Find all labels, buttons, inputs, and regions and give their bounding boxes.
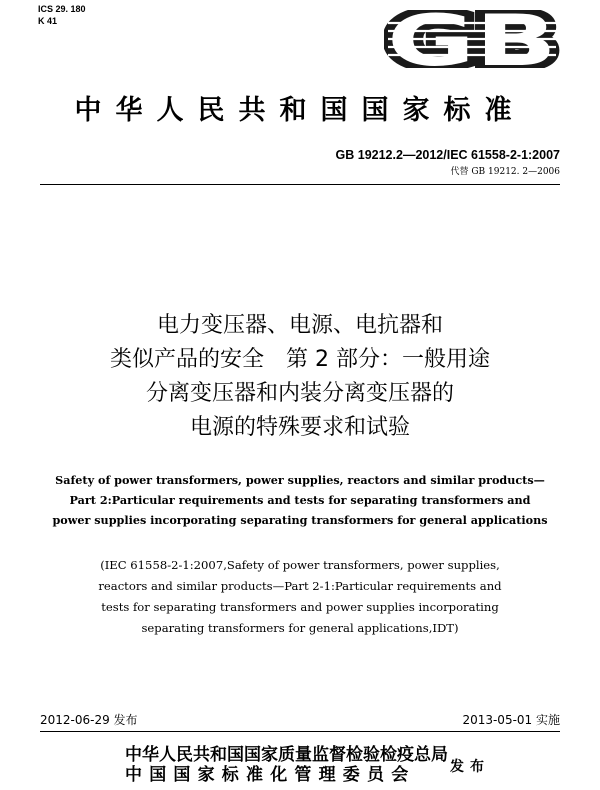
- issue-date: 2012-06-29 发布: [40, 713, 138, 727]
- issuer-line-aqsiq: 中华人民共和国国家质量监督检验检疫总局: [125, 745, 448, 765]
- chinese-title-line: 电源的特殊要求和试验: [189, 415, 410, 440]
- iec-note-line: tests for separating transformers and power supplies incorporating: [101, 600, 499, 614]
- chinese-title-line: 类似产品的安全 第 2 部分：一般用途: [110, 347, 490, 372]
- iec-note-line: reactors and similar products—Part 2-1:Particular requirements and: [98, 579, 502, 593]
- implementation-date: 2013-05-01 实施: [462, 713, 560, 727]
- standard-number: GB 19212.2—2012/IEC 61558-2-1:2007: [335, 148, 560, 162]
- issuing-authorities: [125, 745, 448, 785]
- gb-logo-icon: [384, 10, 560, 68]
- english-title: [0, 470, 600, 530]
- chinese-title-line: 电力变压器、电源、电抗器和: [156, 313, 443, 338]
- iec-equivalence-note: [0, 555, 600, 639]
- chinese-title: [0, 309, 600, 445]
- top-divider: [40, 184, 560, 185]
- replaces-standard: 代替 GB 19212. 2—2006: [450, 167, 560, 177]
- english-title-line: power supplies incorporating separating transformers for general applications: [52, 513, 548, 527]
- svg-text:GB: GB: [387, 10, 557, 68]
- classification-codes: [38, 3, 86, 27]
- gb-logo: [384, 10, 560, 68]
- issuer-line-sac: 中国国家标准化管理委员会: [125, 765, 416, 785]
- iec-note-line: separating transformers for general applications,IDT): [141, 621, 459, 635]
- english-title-line: Part 2:Particular requirements and tests for separating transformers and: [69, 493, 531, 507]
- national-standard-title: 中华人民共和国国家标准: [74, 95, 526, 126]
- english-title-line: Safety of power transformers, power supplies, reactors and similar products—: [55, 473, 545, 487]
- iec-note-line: (IEC 61558-2-1:2007,Safety of power transformers, power supplies,: [100, 558, 500, 572]
- ccs-code: K 41: [38, 16, 58, 26]
- publish-label: 发布: [450, 759, 490, 775]
- bottom-divider: [40, 731, 560, 732]
- chinese-title-line: 分离变压器和内装分离变压器的: [145, 381, 454, 406]
- ics-code: ICS 29. 180: [38, 4, 86, 14]
